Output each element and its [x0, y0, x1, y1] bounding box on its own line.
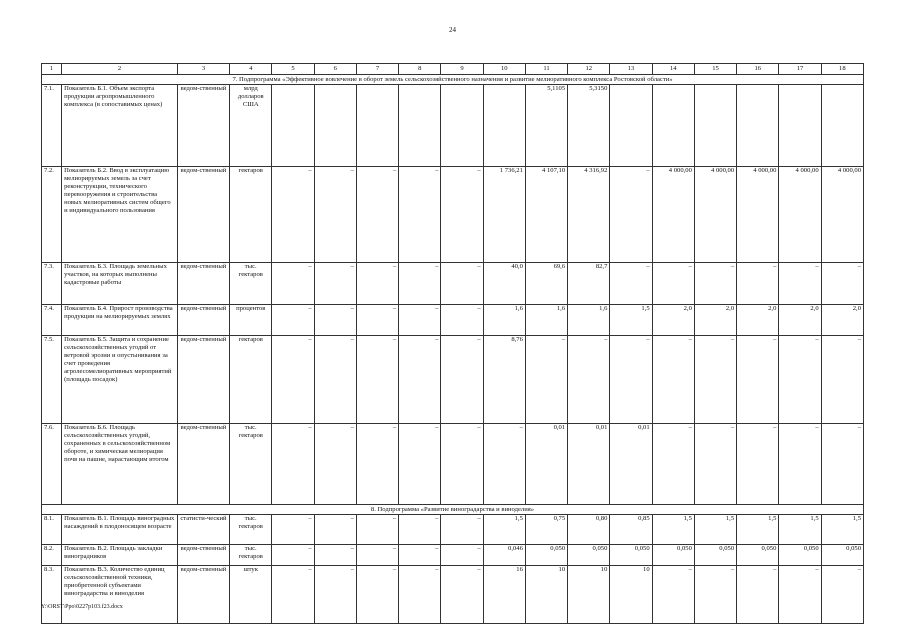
value-cell: –	[441, 545, 483, 566]
indicator-type-cell: ведом-ственный	[177, 566, 229, 624]
value-cell: –	[314, 545, 356, 566]
value-cell: 2,0	[779, 305, 821, 336]
value-cell: –	[399, 566, 441, 624]
value-cell: –	[272, 336, 314, 424]
value-cell: 2,0	[821, 305, 863, 336]
value-cell: 1,5	[483, 515, 525, 545]
value-cell: –	[399, 167, 441, 263]
column-number-cell: 18	[821, 64, 863, 75]
value-cell: –	[525, 336, 567, 424]
value-cell	[821, 85, 863, 167]
value-cell	[779, 85, 821, 167]
value-cell: –	[694, 424, 736, 505]
unit-cell: гектаров	[230, 167, 272, 263]
value-cell	[314, 85, 356, 167]
value-cell: –	[441, 424, 483, 505]
value-cell: –	[272, 263, 314, 305]
value-cell: 1,5	[652, 515, 694, 545]
value-cell: 4 000,00	[737, 167, 779, 263]
value-cell: –	[272, 424, 314, 505]
column-number-cell: 1	[42, 64, 62, 75]
table-row	[42, 336, 864, 424]
column-number-cell: 15	[694, 64, 736, 75]
value-cell: 0,75	[525, 515, 567, 545]
indicators-table	[41, 63, 864, 624]
column-number-cell: 8	[399, 64, 441, 75]
value-cell: 4 000,00	[652, 167, 694, 263]
column-number-cell: 13	[610, 64, 652, 75]
value-cell: –	[779, 336, 821, 424]
row-number-cell: 7.1.	[42, 85, 62, 167]
column-number-cell: 12	[568, 64, 610, 75]
value-cell: –	[314, 305, 356, 336]
value-cell: –	[694, 336, 736, 424]
value-cell: 4 000,00	[694, 167, 736, 263]
value-cell: –	[821, 424, 863, 505]
footer-file-path: Y:\ORST\Ppo\0227p103.f23.docx	[41, 604, 123, 610]
value-cell: 1,5	[821, 515, 863, 545]
column-number-cell: 17	[779, 64, 821, 75]
value-cell	[399, 85, 441, 167]
value-cell: –	[356, 336, 398, 424]
value-cell: 1,6	[568, 305, 610, 336]
value-cell: –	[272, 515, 314, 545]
value-cell: –	[272, 167, 314, 263]
value-cell: 4 316,92	[568, 167, 610, 263]
section-title: 7. Подпрограмма «Эффективное вовлечение в оборот земель сельскохозяйственного назначения и развитие мелиоративного комплекса Ростовской области»	[42, 75, 864, 85]
row-number-cell: 7.5.	[42, 336, 62, 424]
value-cell: –	[737, 424, 779, 505]
value-cell: –	[356, 424, 398, 505]
value-cell: 1,6	[483, 305, 525, 336]
value-cell: 0,050	[779, 545, 821, 566]
value-cell	[272, 85, 314, 167]
table-row	[42, 566, 864, 624]
value-cell: –	[356, 566, 398, 624]
value-cell: 10	[568, 566, 610, 624]
row-number-cell: 7.2.	[42, 167, 62, 263]
section-title-row	[42, 505, 864, 515]
indicator-name-cell: Показатель В.1. Площадь виноградных насаждений в плодоносящем возрасте	[62, 515, 178, 545]
indicator-name-cell: Показатель Б.5. Защита и сохранение сельскохозяйственных угодий от ветровой эрозии и опустынивания за счет проведения агролесомелиоративных мероприятий (площадь посадок)	[62, 336, 178, 424]
column-number-cell: 2	[62, 64, 178, 75]
value-cell: –	[737, 263, 779, 305]
value-cell: 2,0	[652, 305, 694, 336]
value-cell: –	[737, 566, 779, 624]
value-cell	[483, 85, 525, 167]
value-cell: 4 107,10	[525, 167, 567, 263]
value-cell: –	[314, 336, 356, 424]
indicator-name-cell: Показатель Б.3. Площадь земельных участков, на которых выполнены кадастровые работы	[62, 263, 178, 305]
value-cell: –	[441, 305, 483, 336]
value-cell: 1 736,21	[483, 167, 525, 263]
value-cell: –	[356, 263, 398, 305]
value-cell: –	[399, 336, 441, 424]
indicator-type-cell: ведом-ственный	[177, 336, 229, 424]
row-number-cell: 7.6.	[42, 424, 62, 505]
value-cell: 0,050	[610, 545, 652, 566]
value-cell: –	[441, 566, 483, 624]
row-number-cell: 7.3.	[42, 263, 62, 305]
value-cell: 10	[525, 566, 567, 624]
value-cell: –	[441, 263, 483, 305]
value-cell: –	[441, 167, 483, 263]
value-cell: –	[314, 566, 356, 624]
value-cell: –	[356, 515, 398, 545]
table-row	[42, 167, 864, 263]
table-row	[42, 424, 864, 505]
unit-cell: тыс. гектаров	[230, 424, 272, 505]
value-cell: 0,050	[652, 545, 694, 566]
table-row	[42, 85, 864, 167]
value-cell: 40,0	[483, 263, 525, 305]
value-cell	[694, 85, 736, 167]
column-number-row	[42, 64, 864, 75]
value-cell: –	[272, 566, 314, 624]
unit-cell: тыс. гектаров	[230, 515, 272, 545]
column-number-cell: 10	[483, 64, 525, 75]
value-cell: –	[568, 336, 610, 424]
value-cell: –	[314, 263, 356, 305]
value-cell: –	[314, 515, 356, 545]
value-cell: –	[356, 545, 398, 566]
value-cell: 0,046	[483, 545, 525, 566]
value-cell: 1,5	[779, 515, 821, 545]
unit-cell: гектаров	[230, 336, 272, 424]
value-cell: –	[399, 545, 441, 566]
value-cell: 0,050	[737, 545, 779, 566]
column-number-cell: 4	[230, 64, 272, 75]
column-number-cell: 6	[314, 64, 356, 75]
value-cell: 0,050	[821, 545, 863, 566]
value-cell: –	[610, 167, 652, 263]
value-cell: 0,85	[610, 515, 652, 545]
value-cell: 10	[610, 566, 652, 624]
unit-cell: тыс. гектаров	[230, 545, 272, 566]
value-cell: –	[610, 263, 652, 305]
indicator-type-cell: ведом-ственный	[177, 545, 229, 566]
indicator-name-cell: Показатель В.3. Количество единиц сельскохозяйственной техники, приобретенной субъектами виноградарства и виноделия	[62, 566, 178, 624]
value-cell: –	[399, 305, 441, 336]
value-cell	[441, 85, 483, 167]
column-number-cell: 5	[272, 64, 314, 75]
row-number-cell: 7.4.	[42, 305, 62, 336]
table-row	[42, 545, 864, 566]
value-cell: –	[356, 305, 398, 336]
row-number-cell: 8.2.	[42, 545, 62, 566]
value-cell: –	[652, 566, 694, 624]
indicator-type-cell: ведом-ственный	[177, 85, 229, 167]
value-cell: –	[652, 263, 694, 305]
indicator-name-cell: Показатель Б.4. Прирост производства продукции на мелиорируемых землях	[62, 305, 178, 336]
value-cell: –	[399, 515, 441, 545]
value-cell: –	[821, 263, 863, 305]
column-number-cell: 16	[737, 64, 779, 75]
table-row	[42, 263, 864, 305]
value-cell: –	[399, 263, 441, 305]
indicator-name-cell: Показатель Б.1. Объем экспорта продукции агропромышленного комплекса (в сопоставимых ценах)	[62, 85, 178, 167]
value-cell: –	[652, 424, 694, 505]
value-cell: –	[441, 515, 483, 545]
value-cell: –	[779, 566, 821, 624]
row-number-cell: 8.3.	[42, 566, 62, 624]
value-cell: –	[737, 336, 779, 424]
unit-cell: млрд долларов США	[230, 85, 272, 167]
value-cell: 1,5	[610, 305, 652, 336]
value-cell: –	[694, 566, 736, 624]
column-number-cell: 14	[652, 64, 694, 75]
indicator-type-cell: ведом-ственный	[177, 305, 229, 336]
value-cell: –	[483, 424, 525, 505]
value-cell: 0,80	[568, 515, 610, 545]
value-cell: 8,76	[483, 336, 525, 424]
value-cell	[610, 85, 652, 167]
value-cell: 0,050	[525, 545, 567, 566]
row-number-cell: 8.1.	[42, 515, 62, 545]
unit-cell: процентов	[230, 305, 272, 336]
value-cell: –	[399, 424, 441, 505]
value-cell: –	[314, 424, 356, 505]
column-number-cell: 11	[525, 64, 567, 75]
value-cell: –	[779, 263, 821, 305]
value-cell: –	[610, 336, 652, 424]
value-cell: 5,1105	[525, 85, 567, 167]
column-number-cell: 9	[441, 64, 483, 75]
value-cell: –	[821, 336, 863, 424]
table-row	[42, 515, 864, 545]
column-number-cell: 7	[356, 64, 398, 75]
indicator-name-cell: Показатель Б.6. Площадь сельскохозяйственных угодий, сохраненных в сельскохозяйственном обороте, и химическая мелиорация почв на пашне, нарастающим итогом	[62, 424, 178, 505]
indicator-type-cell: ведом-ственный	[177, 424, 229, 505]
value-cell: –	[694, 263, 736, 305]
value-cell	[652, 85, 694, 167]
table-body	[42, 64, 864, 624]
indicator-type-cell: ведом-ственный	[177, 263, 229, 305]
value-cell	[356, 85, 398, 167]
value-cell: 1,6	[525, 305, 567, 336]
value-cell: –	[441, 336, 483, 424]
indicator-name-cell: Показатель В.2. Площадь закладки виноградников	[62, 545, 178, 566]
value-cell: 0,050	[568, 545, 610, 566]
value-cell: 4 000,00	[821, 167, 863, 263]
value-cell: –	[272, 545, 314, 566]
value-cell: 69,6	[525, 263, 567, 305]
page-number: 24	[449, 26, 456, 34]
value-cell: –	[652, 336, 694, 424]
unit-cell: штук	[230, 566, 272, 624]
value-cell: 2,0	[694, 305, 736, 336]
indicator-type-cell: ведом-ственный	[177, 167, 229, 263]
value-cell: –	[314, 167, 356, 263]
unit-cell: тыс. гектаров	[230, 263, 272, 305]
value-cell: 0,01	[610, 424, 652, 505]
section-title: 8. Подпрограмма «Развитие виноградарства и виноделия»	[42, 505, 864, 515]
value-cell: 16	[483, 566, 525, 624]
value-cell: 1,5	[737, 515, 779, 545]
value-cell: –	[821, 566, 863, 624]
column-number-cell: 3	[177, 64, 229, 75]
value-cell	[737, 85, 779, 167]
section-title-row	[42, 75, 864, 85]
indicator-name-cell: Показатель Б.2. Ввод в эксплуатацию мелиорируемых земель за счет реконструкции, технического перевооружения и строительства новых мелиоративных систем общего и индивидуального пользования	[62, 167, 178, 263]
value-cell: 0,01	[525, 424, 567, 505]
value-cell: –	[356, 167, 398, 263]
value-cell: 0,01	[568, 424, 610, 505]
table-row	[42, 305, 864, 336]
value-cell: –	[779, 424, 821, 505]
value-cell: 82,7	[568, 263, 610, 305]
value-cell: 5,3150	[568, 85, 610, 167]
indicator-type-cell: статисти-ческий	[177, 515, 229, 545]
value-cell: –	[272, 305, 314, 336]
value-cell: 2,0	[737, 305, 779, 336]
value-cell: 1,5	[694, 515, 736, 545]
value-cell: 0,050	[694, 545, 736, 566]
value-cell: 4 000,00	[779, 167, 821, 263]
